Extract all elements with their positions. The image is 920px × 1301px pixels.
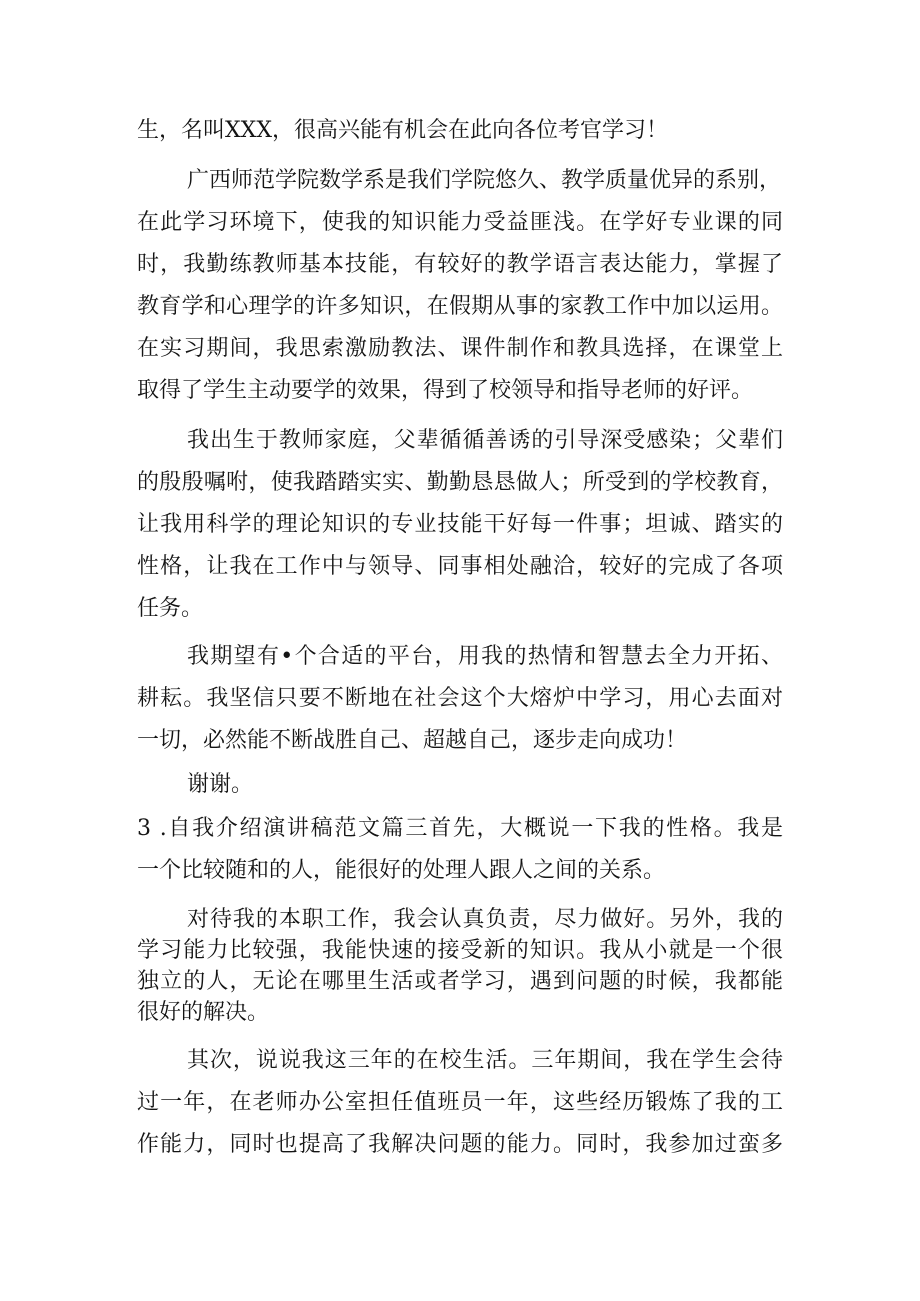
text-line: 生，名叫XXX，很高兴能有机会在此向各位考官学习！ <box>137 118 668 143</box>
text-line: 一个比较随和的人，能很好的处理人跟人之间的关系。 <box>137 858 666 883</box>
text-line: 在实习期间，我思索激励教法、课件制作和教具选择，在课堂上 <box>137 336 783 361</box>
text-line: 让我用科学的理论知识的专业技能干好每一件事；坦诚、踏实的 <box>137 512 783 537</box>
text-line: 在此学习环境下，使我的知识能力受益匪浅。在学好专业课的同 <box>137 210 783 235</box>
text-line: 作能力，同时也提高了我解决问题的能力。同时，我参加过蛮多 <box>137 1132 783 1157</box>
text-line: 取得了学生主动要学的效果，得到了校领导和指导老师的好评。 <box>137 378 754 403</box>
text-line: 过一年，在老师办公室担任值班员一年，这些经历锻炼了我的工 <box>137 1090 783 1115</box>
text-line: 性格，让我在工作中与领导、同事相处融洽，较好的完成了各项 <box>137 554 783 579</box>
text-line: 其次，说说我这三年的在校生活。三年期间，我在学生会待 <box>187 1048 783 1073</box>
text-line: 的殷殷嘱咐，使我踏踏实实、勤勤恳恳做人；所受到的学校教育， <box>137 470 783 495</box>
text-line: 独立的人，无论在哪里生活或者学习，遇到问题的时候，我都能 <box>137 969 783 994</box>
text-line: 我出生于教师家庭，父辈循循善诱的引导深受感染；父辈们 <box>187 428 783 453</box>
text-line: 耕耘。我坚信只要不断地在社会这个大熔炉中学习，用心去面对 <box>137 686 783 711</box>
text-line: 广西师范学院数学系是我们学院悠久、教学质量优异的系别， <box>187 168 782 193</box>
text-line: 时，我勤练教师基本技能，有较好的教学语言表达能力，掌握了 <box>137 252 783 277</box>
text-line: 一切，必然能不断战胜自己、超越自己，逐步走向成功！ <box>137 728 688 753</box>
text-line: 教育学和心理学的许多知识，在假期从事的家教工作中加以运用。 <box>137 294 783 319</box>
text-line: 学习能力比较强，我能快速的接受新的知识。我从小就是一个很 <box>137 938 783 963</box>
text-line: 我期望有•个合适的平台，用我的热情和智慧去全力开拓、 <box>187 644 783 669</box>
text-line: 谢谢。 <box>187 772 254 797</box>
text-line: 3 .自我介绍演讲稿范文篇三首先，大概说一下我的性格。我是 <box>137 816 783 841</box>
text-line: 对待我的本职工作，我会认真负责，尽力做好。另外，我的 <box>187 907 783 932</box>
text-line: 很好的解决。 <box>137 1000 270 1025</box>
text-line: 任务。 <box>137 596 204 621</box>
